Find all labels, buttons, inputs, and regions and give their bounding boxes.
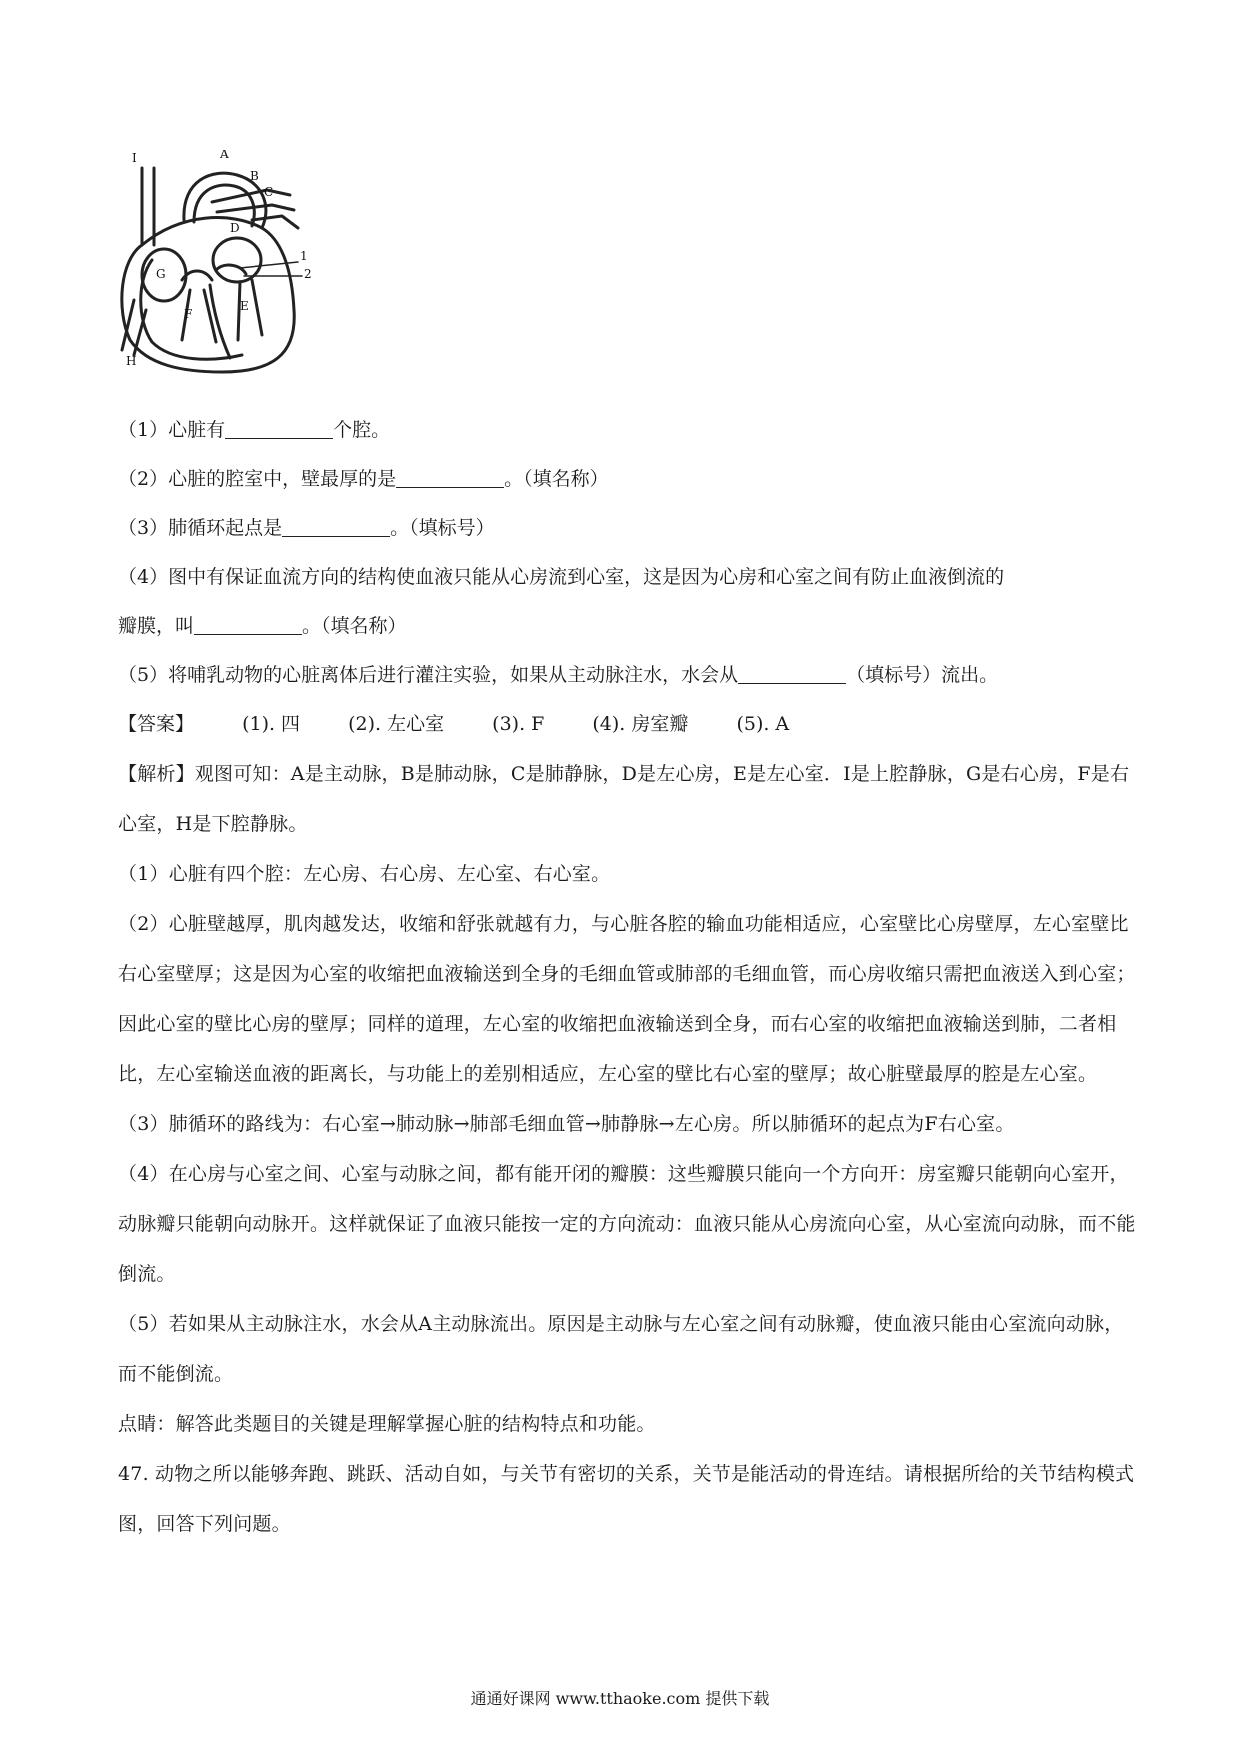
label-F: F — [184, 307, 193, 321]
answer-item: (1). 四 — [242, 713, 301, 735]
label-E: E — [240, 299, 249, 313]
analysis-tip: 点睛：解答此类题目的关键是理解掌握心脏的结构特点和功能。 — [118, 1413, 656, 1435]
analysis-point-4: （4）在心房与心室之间、心室与动脉之间，都有能开闭的瓣膜：这些瓣膜只能向一个方向开：房室瓣只能朝向心室开，动脉瓣只能朝向动脉开。这样就保证了血液只能按一定的方向流动：血液只能从心房流向心室，从心室流向动脉，而不能倒流。 — [118, 1163, 1136, 1285]
label-C: C — [264, 185, 274, 199]
page-footer: 通通好课网 www.tthaoke.com 提供下载 — [470, 1689, 770, 1708]
analysis-point-1: （1）心脏有四个腔：左心房、右心房、左心室、右心室。 — [118, 863, 611, 885]
answer-blank — [194, 615, 302, 635]
document-body — [118, 418, 1138, 1549]
label-D: D — [230, 221, 240, 235]
answer-label: 【答案】 — [118, 713, 195, 735]
analysis-point-2: （2）心脏壁越厚，肌肉越发达，收缩和舒张就越有力，与心脏各腔的输血功能相适应，心室壁比心房壁厚，左心室壁比右心室壁厚；这是因为心室的收缩把血液输送到全身的毛细血管或肺部的毛细血管，而心房收缩只需把血液送入到心室；因此心室的壁比心房的壁厚；同样的道理，左心室的收缩把血液输送到全身，而右心室的收缩把血液输送到肺，二者相比，左心室输送血液的距离长，与功能上的差别相适应，左心室的壁比右心室的壁厚；故心脏壁最厚的腔是左心室。 — [118, 913, 1136, 1085]
answer-item: (5). A — [736, 713, 790, 735]
answer-blank — [225, 419, 333, 439]
question-5: （5）将哺乳动物的心脏离体后进行灌注实验，如果从主动脉注水，水会从 （填标号）流出。 — [118, 664, 999, 686]
label-G: G — [156, 267, 166, 281]
answer-item: (3). F — [492, 713, 545, 735]
analysis-point-5: （5）若如果从主动脉注水，水会从A主动脉流出。原因是主动脉与左心室之间有动脉瓣，使血液只能由心室流向动脉，而不能倒流。 — [118, 1313, 1124, 1385]
answer-row — [118, 712, 1138, 737]
heart-structure-illustration — [112, 150, 337, 400]
question-4-line-2: 瓣膜，叫 。（填名称） — [118, 615, 407, 637]
next-question: 47. 动物之所以能够奔跑、跳跃、活动自如，与关节有密切的关系，关节是能活动的骨连结。请根据所给的关节结构模式图，回答下列问题。 — [118, 1463, 1135, 1535]
question-1: （1）心脏有 个腔。 — [118, 419, 391, 441]
question-3: （3）肺循环起点是 。（填标号） — [118, 517, 495, 539]
answer-blank — [738, 664, 846, 684]
label-H: H — [126, 354, 137, 368]
answer-blank — [282, 517, 390, 537]
label-2: 2 — [304, 267, 312, 281]
answer-item: (4). 房室瓣 — [592, 713, 689, 735]
label-A: A — [220, 150, 229, 161]
heart-diagram — [112, 150, 337, 400]
label-B: B — [250, 169, 259, 183]
question-4-line-1: （4）图中有保证血流方向的结构使血液只能从心房流到心室，这是因为心房和心室之间有防止血液倒流的 — [118, 566, 1005, 588]
answer-item: (2). 左心室 — [348, 713, 445, 735]
analysis-point-3: （3）肺循环的路线为：右心室→肺动脉→肺部毛细血管→肺静脉→左心房。所以肺循环的起点为F右心室。 — [118, 1113, 1015, 1135]
label-I: I — [132, 151, 137, 165]
answer-blank — [396, 468, 504, 488]
question-2: （2）心脏的腔室中，壁最厚的是 。（填名称） — [118, 468, 609, 490]
label-1: 1 — [300, 249, 308, 263]
analysis-intro: 【解析】观图可知：A是主动脉，B是肺动脉，C是肺静脉，D是左心房，E是左心室．I是上腔静脉，G是右心房，F是右心室，H是下腔静脉。 — [118, 763, 1130, 835]
